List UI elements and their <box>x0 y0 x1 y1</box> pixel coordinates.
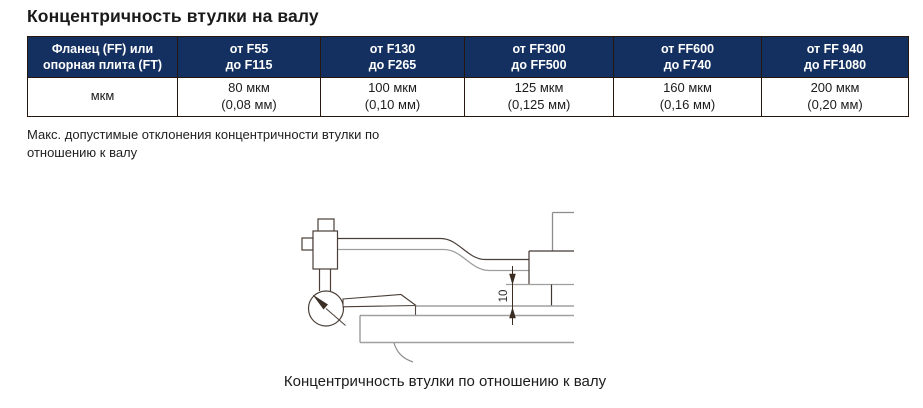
figure-caption: Концентричность втулки по отношению к валу <box>283 373 607 390</box>
cell-value-3 <box>465 78 614 117</box>
concentricity-diagram <box>295 205 580 370</box>
cell-line: 100 мкм <box>368 80 417 95</box>
header-line: до F115 <box>225 58 273 72</box>
cell-value-4 <box>614 78 762 117</box>
table-data-row <box>28 78 909 117</box>
cell-line: (0,20 мм) <box>807 96 863 112</box>
header-cell-flange <box>28 37 178 78</box>
header-line: Фланец (FF) или <box>51 41 154 56</box>
header-cell-ff940-ff1080 <box>762 37 909 78</box>
table-header-row <box>28 37 909 78</box>
header-line: до FF1080 <box>803 58 867 72</box>
header-line: до F740 <box>663 58 712 72</box>
header-cell-ff300-ff500 <box>465 37 614 78</box>
cell-line: 200 мкм <box>810 80 860 95</box>
dial-indicator-face <box>309 291 346 326</box>
header-line: от F130 <box>369 41 416 56</box>
dimension-label: 10 <box>498 289 510 303</box>
header-line: от FF300 <box>512 41 566 56</box>
table-note: Макс. допустимые отклонения концентричности втулки по отношению к валу <box>27 127 380 161</box>
cell-value-5 <box>762 78 909 117</box>
indicator-arm <box>338 239 529 271</box>
cell-line: (0,125 мм) <box>507 96 571 112</box>
header-line: до F265 <box>368 58 417 72</box>
page-title: Концентричность втулки на валу <box>27 6 319 26</box>
cell-line: 125 мкм <box>514 80 564 95</box>
header-line: опорная плита (FT) <box>42 58 163 72</box>
shaft-base <box>360 306 574 362</box>
header-line: от FF600 <box>660 41 715 56</box>
header-cell-f130-f265 <box>321 37 465 78</box>
cell-line: (0,10 мм) <box>364 96 421 112</box>
cell-unit <box>28 78 178 117</box>
cell-line: 80 мкм <box>228 80 270 95</box>
header-line: от FF 940 <box>806 41 864 56</box>
cell-line: 160 мкм <box>663 80 712 95</box>
concentricity-tolerance-table <box>27 36 909 117</box>
header-line: до FF500 <box>511 58 567 72</box>
header-line: от F55 <box>229 41 269 56</box>
header-cell-ff600-f740 <box>614 37 762 78</box>
dial-indicator-stand <box>302 219 338 291</box>
indicator-probe <box>343 295 416 307</box>
cell-line: (0,08 мм) <box>221 96 277 112</box>
cell-value-1 <box>178 78 321 117</box>
cell-line: мкм <box>90 88 115 104</box>
cell-line: (0,16 мм) <box>659 96 716 112</box>
cell-value-2 <box>321 78 465 117</box>
header-cell-f55-f115 <box>178 37 321 78</box>
